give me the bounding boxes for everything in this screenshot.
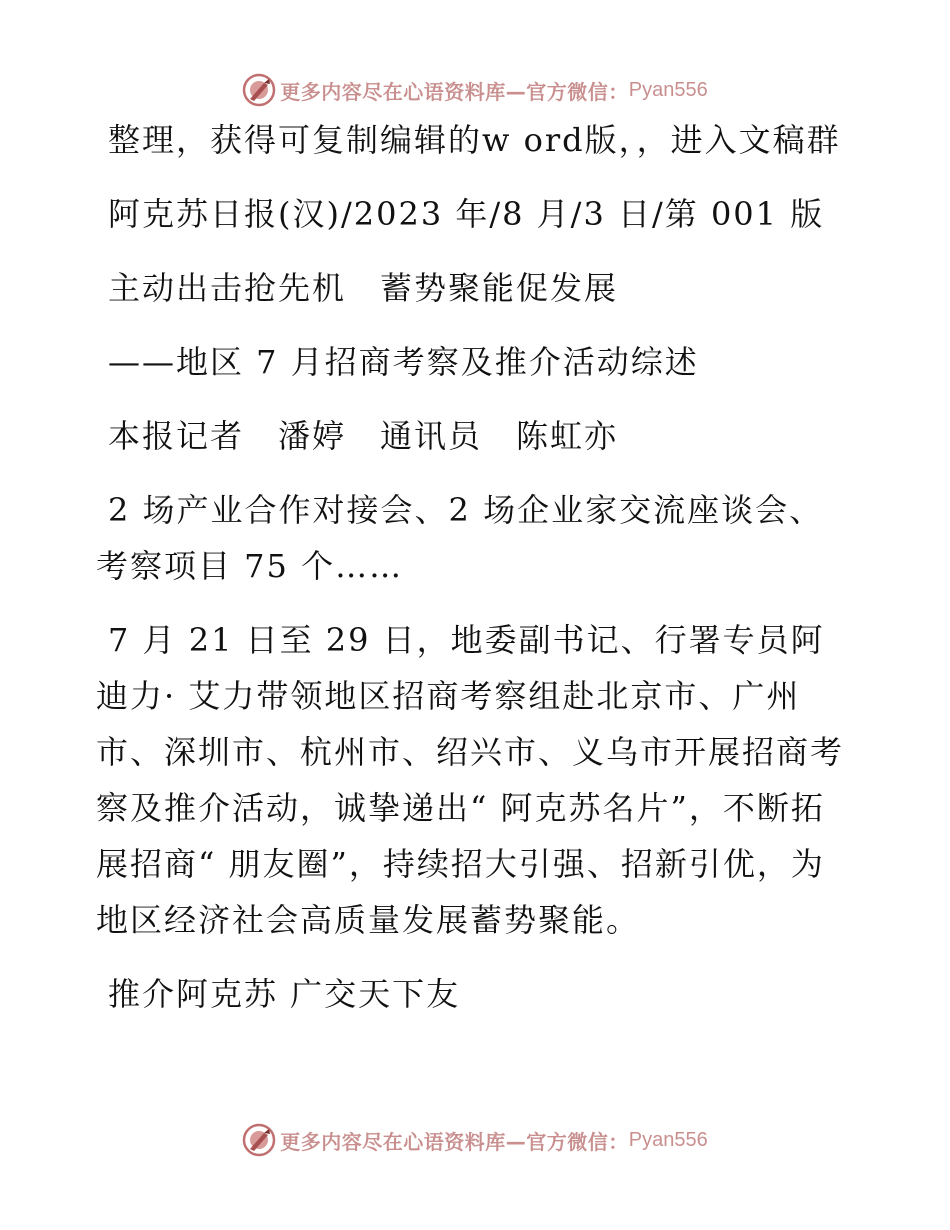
paragraph-source: 阿克苏日报(汉)/2023 年/8 月/3 日/第 001 版 (108, 195, 825, 233)
article-headline: 主动出击抢先机 蓄势聚能促发展 (108, 269, 619, 307)
watermark-text: 更多内容尽在心语资料库—官方微信： (280, 1129, 629, 1154)
paragraph-summary: 2 场产业合作对接会、2 场企业家交流座谈会、考察项目 75 个…… (96, 491, 824, 585)
watermark-id: Pyan556 (628, 1128, 708, 1151)
section-heading: 推介阿克苏 广交天下友 (108, 975, 461, 1013)
footer-watermark (0, 1120, 950, 1160)
pen-logo-icon (242, 1123, 276, 1157)
paragraph-body: 7 月 21 日至 29 日，地委副书记、行署专员阿迪力· 艾力带领地区招商考察组赴北京市、广州市、深圳市、杭州市、绍兴市、义乌市开展招商考察及推介活动，诚挚递出“ 阿克苏名片”，不断拓展招商“ 朋友圈”，持续招大引强、招新引优，为地区经济社会高质量发展蓄势聚能。 (96, 621, 845, 939)
document-body (96, 112, 856, 1040)
watermark-text: 更多内容尽在心语资料库—官方微信： (280, 79, 629, 104)
article-subheadline: ——地区 7 月招商考察及推介活动综述 (108, 343, 699, 381)
paragraph-intro: 整理，获得可复制编辑的w ord版，，进入文稿群 (108, 121, 841, 159)
watermark-id: Pyan556 (628, 78, 708, 101)
article-byline: 本报记者 潘婷 通讯员 陈虹亦 (108, 417, 619, 455)
pen-logo-icon (242, 73, 276, 107)
header-watermark (0, 70, 950, 110)
